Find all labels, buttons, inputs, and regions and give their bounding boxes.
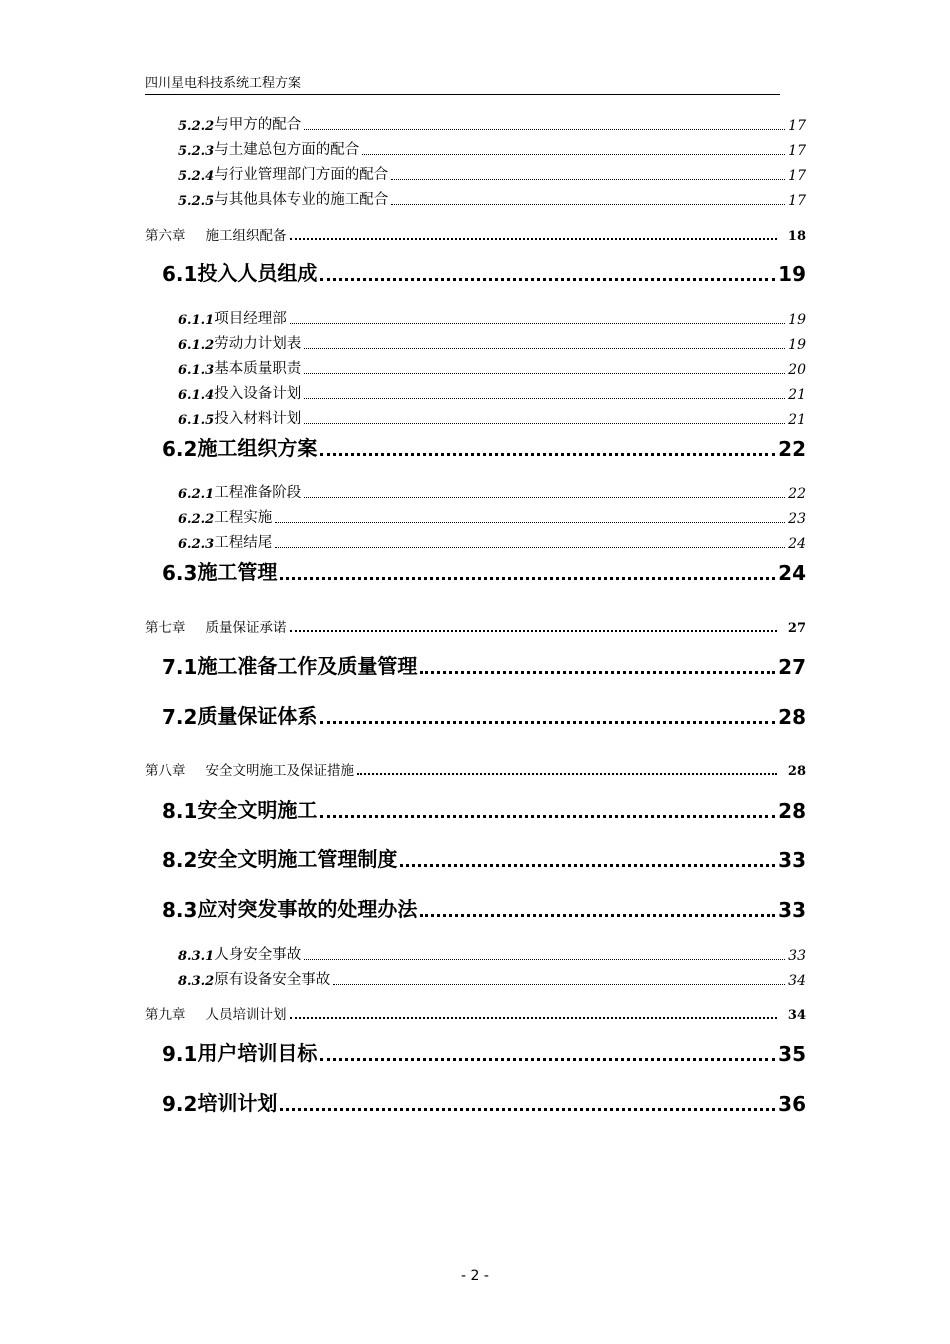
page-number: - 2 - bbox=[461, 1268, 489, 1284]
toc-entry-page: 24 bbox=[778, 561, 806, 585]
toc-entry-number: 第八章 bbox=[145, 763, 186, 779]
toc-entry-title: 基本质量职责 bbox=[214, 361, 302, 377]
toc-entry-level-3[interactable] bbox=[178, 534, 806, 552]
toc-entry-level-2[interactable] bbox=[162, 260, 806, 286]
toc-entry-number: 第七章 bbox=[145, 620, 186, 636]
toc-entry-level-3[interactable] bbox=[178, 971, 806, 989]
toc-entry-title: 与土建总包方面的配合 bbox=[214, 142, 360, 158]
toc-entry-number: 6.3 bbox=[162, 561, 198, 585]
toc-entry-page: 19 bbox=[788, 312, 806, 328]
toc-entry-number: 第九章 bbox=[145, 1007, 186, 1023]
toc-entry-title: 投入材料计划 bbox=[214, 411, 302, 427]
toc-entry-page: 21 bbox=[788, 387, 806, 403]
toc-entry-page: 35 bbox=[778, 1042, 806, 1066]
toc-entry-level-2[interactable] bbox=[162, 797, 806, 823]
toc-entry-page: 33 bbox=[778, 898, 806, 922]
toc-entry-number: 5.2.3 bbox=[178, 144, 215, 159]
toc-dot-leader bbox=[391, 203, 785, 205]
toc-entry-page: 28 bbox=[778, 705, 806, 729]
toc-entry-page: 20 bbox=[788, 362, 806, 378]
toc-dot-leader bbox=[304, 958, 785, 960]
toc-dot-leader bbox=[320, 720, 775, 724]
toc-entry-page: 27 bbox=[787, 621, 806, 636]
toc-entry-title: 与甲方的配合 bbox=[214, 117, 302, 133]
header-divider bbox=[145, 94, 780, 95]
toc-entry-title: 施工准备工作及质量管理 bbox=[197, 654, 418, 678]
toc-entry-level-3[interactable] bbox=[178, 385, 806, 403]
toc-dot-leader bbox=[275, 521, 785, 523]
toc-entry-number: 6.2 bbox=[162, 437, 198, 461]
toc-entry-level-3[interactable] bbox=[178, 116, 806, 134]
toc-entry-title: 用户培训目标 bbox=[197, 1041, 318, 1065]
toc-entry-level-3[interactable] bbox=[178, 191, 806, 209]
toc-entry-level-2[interactable] bbox=[162, 435, 806, 461]
toc-entry-number: 8.3.2 bbox=[178, 974, 215, 989]
page-header-title: 四川星电科技系统工程方案 bbox=[145, 76, 302, 91]
toc-entry-title: 投入人员组成 bbox=[197, 261, 318, 285]
toc-entry-title: 劳动力计划表 bbox=[214, 336, 302, 352]
toc-entry-level-1[interactable] bbox=[145, 226, 806, 244]
toc-entry-level-1[interactable] bbox=[145, 1005, 806, 1023]
toc-entry-number: 6.1.4 bbox=[178, 388, 215, 403]
toc-entry-number: 5.2.4 bbox=[178, 169, 215, 184]
toc-entry-number: 9.2 bbox=[162, 1092, 198, 1116]
toc-entry-level-2[interactable] bbox=[162, 1090, 806, 1116]
toc-entry-page: 24 bbox=[788, 536, 806, 552]
toc-dot-leader bbox=[400, 863, 775, 867]
toc-entry-title: 安全文明施工管理制度 bbox=[197, 847, 398, 871]
toc-entry-level-1[interactable] bbox=[145, 761, 806, 779]
toc-entry-level-3[interactable] bbox=[178, 360, 806, 378]
toc-dot-leader bbox=[320, 814, 775, 818]
toc-entry-number: 5.2.5 bbox=[178, 194, 215, 209]
toc-entry-level-2[interactable] bbox=[162, 846, 806, 872]
toc-entry-level-2[interactable] bbox=[162, 559, 806, 585]
toc-entry-level-3[interactable] bbox=[178, 410, 806, 428]
toc-entry-level-3[interactable] bbox=[178, 484, 806, 502]
toc-entry-title: 施工组织配备 bbox=[205, 228, 287, 244]
toc-dot-leader bbox=[304, 347, 785, 349]
toc-entry-page: 17 bbox=[788, 118, 806, 134]
toc-entry-title: 与行业管理部门方面的配合 bbox=[214, 167, 389, 183]
toc-entry-title: 原有设备安全事故 bbox=[214, 972, 331, 988]
toc-dot-leader bbox=[304, 372, 785, 374]
toc-dot-leader bbox=[420, 670, 775, 674]
toc-dot-leader bbox=[290, 1016, 777, 1019]
toc-entry-title: 质量保证承诺 bbox=[205, 620, 287, 636]
toc-entry-level-3[interactable] bbox=[178, 509, 806, 527]
toc-entry-number: 第六章 bbox=[145, 228, 186, 244]
toc-dot-leader bbox=[320, 452, 775, 456]
toc-dot-leader bbox=[275, 546, 785, 548]
toc-entry-page: 33 bbox=[778, 848, 806, 872]
toc-dot-leader bbox=[357, 772, 777, 775]
toc-dot-leader bbox=[290, 237, 777, 240]
toc-entry-title: 投入设备计划 bbox=[214, 386, 302, 402]
toc-dot-leader bbox=[420, 913, 775, 917]
toc-entry-title: 与其他具体专业的施工配合 bbox=[214, 192, 389, 208]
toc-dot-leader bbox=[280, 576, 775, 580]
toc-entry-level-3[interactable] bbox=[178, 335, 806, 353]
toc-entry-title: 应对突发事故的处理办法 bbox=[197, 897, 418, 921]
toc-entry-number: 6.2.3 bbox=[178, 537, 215, 552]
toc-entry-page: 19 bbox=[788, 337, 806, 353]
toc-entry-number: 6.2.1 bbox=[178, 487, 215, 502]
toc-entry-page: 27 bbox=[778, 655, 806, 679]
toc-entry-title: 培训计划 bbox=[197, 1091, 278, 1115]
toc-dot-leader bbox=[362, 153, 785, 155]
toc-entry-page: 22 bbox=[788, 486, 806, 502]
toc-dot-leader bbox=[304, 128, 785, 130]
toc-entry-level-2[interactable] bbox=[162, 703, 806, 729]
toc-entry-title: 工程结尾 bbox=[214, 535, 273, 551]
toc-entry-number: 6.1 bbox=[162, 262, 198, 286]
toc-dot-leader bbox=[320, 277, 775, 281]
toc-entry-title: 工程准备阶段 bbox=[214, 485, 302, 501]
toc-entry-title: 人员培训计划 bbox=[205, 1007, 287, 1023]
toc-entry-level-3[interactable] bbox=[178, 946, 806, 964]
toc-entry-page: 17 bbox=[788, 193, 806, 209]
toc-entry-number: 6.2.2 bbox=[178, 512, 215, 527]
toc-entry-number: 6.1.2 bbox=[178, 338, 215, 353]
toc-entry-level-1[interactable] bbox=[145, 618, 806, 636]
toc-entry-title: 施工组织方案 bbox=[197, 436, 318, 460]
toc-dot-leader bbox=[304, 496, 785, 498]
toc-entry-level-3[interactable] bbox=[178, 166, 806, 184]
toc-entry-page: 17 bbox=[788, 143, 806, 159]
toc-entry-title: 施工管理 bbox=[197, 560, 278, 584]
toc-entry-page: 17 bbox=[788, 168, 806, 184]
toc-entry-number: 5.2.2 bbox=[178, 119, 215, 134]
toc-entry-number: 8.3 bbox=[162, 898, 198, 922]
toc-entry-page: 34 bbox=[788, 973, 806, 989]
toc-entry-page: 19 bbox=[778, 262, 806, 286]
toc-entry-page: 18 bbox=[787, 229, 806, 244]
toc-entry-page: 21 bbox=[788, 412, 806, 428]
toc-entry-page: 34 bbox=[787, 1008, 806, 1023]
toc-entry-number: 7.1 bbox=[162, 655, 198, 679]
toc-entry-number: 6.1.5 bbox=[178, 413, 215, 428]
toc-entry-level-2[interactable] bbox=[162, 896, 806, 922]
toc-entry-number: 9.1 bbox=[162, 1042, 198, 1066]
toc-entry-title: 安全文明施工 bbox=[197, 798, 318, 822]
toc-dot-leader bbox=[391, 178, 785, 180]
toc-entry-number: 7.2 bbox=[162, 705, 198, 729]
toc-dot-leader bbox=[290, 322, 785, 324]
toc-dot-leader bbox=[333, 983, 785, 985]
toc-dot-leader bbox=[304, 422, 785, 424]
toc-dot-leader bbox=[280, 1107, 775, 1111]
toc-entry-title: 质量保证体系 bbox=[197, 704, 318, 728]
toc-entry-number: 8.1 bbox=[162, 799, 198, 823]
toc-entry-level-3[interactable] bbox=[178, 141, 806, 159]
toc-entry-title: 项目经理部 bbox=[214, 311, 287, 327]
toc-entry-title: 工程实施 bbox=[214, 510, 273, 526]
toc-entry-number: 6.1.1 bbox=[178, 313, 215, 328]
toc-entry-page: 36 bbox=[778, 1092, 806, 1116]
toc-entry-page: 22 bbox=[778, 437, 806, 461]
toc-dot-leader bbox=[304, 397, 785, 399]
toc-entry-title: 安全文明施工及保证措施 bbox=[205, 763, 354, 779]
toc-entry-level-3[interactable] bbox=[178, 310, 806, 328]
toc-entry-page: 28 bbox=[787, 764, 806, 779]
toc-entry-number: 6.1.3 bbox=[178, 363, 215, 378]
toc-entry-title: 人身安全事故 bbox=[214, 947, 302, 963]
toc-entry-page: 23 bbox=[788, 511, 806, 527]
toc-entry-number: 8.2 bbox=[162, 848, 198, 872]
toc-entry-level-2[interactable] bbox=[162, 1040, 806, 1066]
toc-dot-leader bbox=[320, 1057, 775, 1061]
toc-entry-page: 33 bbox=[788, 948, 806, 964]
toc-dot-leader bbox=[290, 629, 777, 632]
toc-entry-level-2[interactable] bbox=[162, 653, 806, 679]
toc-entry-page: 28 bbox=[778, 799, 806, 823]
toc-entry-number: 8.3.1 bbox=[178, 949, 215, 964]
